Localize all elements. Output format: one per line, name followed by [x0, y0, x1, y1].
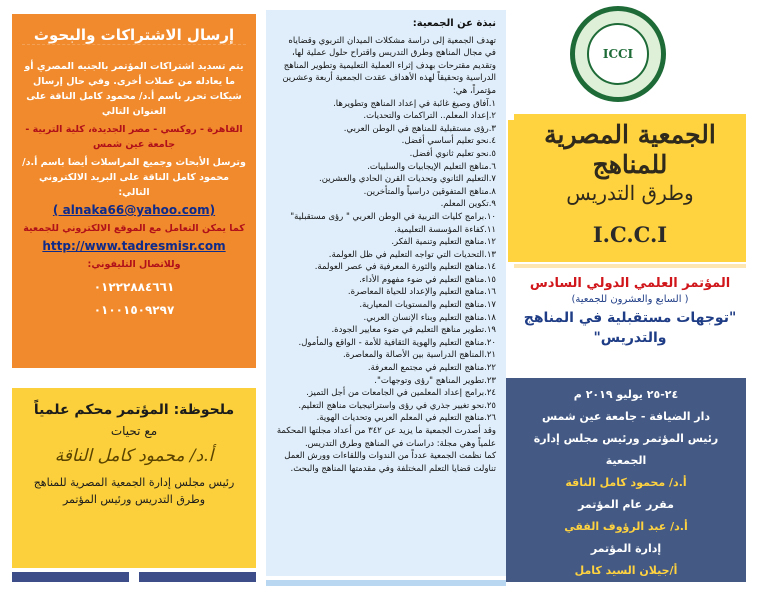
association-name-line1: الجمعية المصرية للمناهج — [544, 120, 716, 179]
phone-number-2: ٠١٠٠١٥٠٩٢٩٧ — [93, 303, 175, 317]
association-header — [514, 114, 746, 262]
email-link[interactable]: (alnaka66@yahoo.com ) — [52, 203, 216, 217]
association-logo — [570, 6, 666, 102]
left-decor-bar — [12, 572, 256, 582]
conference-list-item: ١٣.التحديات التي تواجه التعليم في ظل العولمة. — [328, 249, 496, 260]
conference-list-item: ٢١.المناهج الدراسية بين الأصالة والمعاصرة. — [342, 350, 496, 361]
conference-list-item: ١٠.برامج كليات التربية في الوطن العربي " رؤى مستقبلية" — [290, 211, 496, 222]
conference-list-item: ٢.إعداد المعلم.. التراكمات والتحديات. — [363, 111, 496, 122]
conference-list-item: ٣.رؤى مستقبلية للمناهج في الوطن العربي. — [343, 123, 496, 134]
details-panel — [506, 378, 746, 582]
about-intro: تهدف الجمعية إلى دراسة مشكلات الميدان التربوي وقضاياه في مجال المناهج وطرق التدريس واقتراح حلول عملية لها، وتقديم مقترحات بهدف إثراء العملية التعليمية وتطوير المناهج الدراسية وتحقيقاً لهذه الأهداف عقدت الجمعية أربعة وعشرين مؤتمراً، هي: — [282, 35, 496, 96]
about-outro-1: وقد أصدرت الجمعية ما يزيد عن ٣٤٢ من أعداد مجلتها المحكمة علمياً وهي مجلة: دراسات في المناهج وطرق التدريس. — [276, 426, 496, 449]
conference-list-item: ٢٢.مناهج التعليم في مجتمع المعرفة. — [367, 363, 496, 374]
about-panel — [266, 10, 506, 576]
conference-date: ٢٤-٢٥ يوليو ٢٠١٩ م — [573, 388, 679, 401]
conference-list-item: ١٥.مناهج التعليم في ضوء مفهوم الأداء. — [359, 274, 496, 285]
icci-label: I.C.C.I — [592, 222, 668, 247]
conference-list-item: ١.آفاق وصيغ غائبة في إعداد المناهج وتطويرها. — [333, 98, 496, 109]
payment-text: يتم تسديد اشتراكات المؤتمر بالجنيه المصري أو ما يعادله من عملات أخرى. وفي حال إرسال شيكات تحرر باسم أ.د/ محمود كامل الناقة على العنوان التالي — [24, 61, 244, 117]
conference-list — [276, 98, 496, 425]
conference-list-item: ١١.كفاءة المؤسسة التعليمية. — [394, 224, 496, 235]
conference-list-item: ٧.التعليم الثانوي وتحديات القرن الحادي والعشرين. — [319, 174, 496, 185]
association-name-line2: وطرق التدريس — [566, 181, 694, 205]
conference-list-item: ١٦.مناهج التعليم والإعداد للحياة المعاصرة. — [347, 287, 496, 298]
logo-emblem-icon — [587, 23, 649, 85]
logo-area — [514, 0, 768, 114]
signatory-role: رئيس مجلس إدارة الجمعية المصرية للمناهج وطرق التدريس ورئيس المؤتمر — [33, 476, 235, 506]
conference-name: المؤتمر العلمي الدولي السادس — [529, 276, 731, 291]
website-link[interactable]: http://www.tadresmisr.com — [42, 239, 226, 253]
conference-theme: "توجهات مستقبلية في المناهج والتدريس" — [523, 310, 737, 346]
conference-list-item: ٢٥.نحو تغيير جذري في رؤى واستراتيجيات مناهج التعليم. — [298, 400, 496, 411]
conference-list-item: ٢٤.برامج إعداد المعلمين في الجامعات من أجل التميز. — [306, 388, 496, 399]
conference-list-item: ٥.نحو تعليم ثانوي أفضل. — [409, 148, 496, 159]
conference-title-panel — [514, 264, 746, 378]
subscriptions-title: إرسال الاشتراكات والبحوث — [22, 26, 246, 45]
president-label: رئيس المؤتمر ورئيس مجلس إدارة الجمعية — [533, 432, 719, 467]
conference-list-item: ١٤.مناهج التعليم والثورة المعرفية في عصر العولمة. — [314, 262, 496, 273]
conference-list-item: ١٧.مناهج التعليم والمستويات المعيارية. — [359, 300, 496, 311]
conference-list-item: ٤.نحو تعليم أساسي أفضل. — [401, 136, 496, 147]
conference-venue: دار الضيافة - جامعة عين شمس — [541, 410, 711, 423]
admin-label: إدارة المؤتمر — [590, 542, 662, 555]
rapporteur-name: أ.د/ عبد الرؤوف الفقي — [564, 520, 688, 533]
middle-decor-bar — [266, 580, 506, 586]
logo-inner-text: ICCI — [602, 47, 634, 61]
website-label: كما يمكن التعامل مع الموقع الالكتروني للجمعية — [23, 223, 245, 234]
conference-sub: ( السابع والعشرون للجمعية) — [571, 294, 689, 305]
conference-list-item: ٢٣.تطوير المناهج "رؤى وتوجهات". — [374, 375, 496, 386]
president-name: أ.د/ محمود كامل الناقة — [565, 476, 687, 489]
about-title: نبذة عن الجمعية: — [412, 18, 496, 29]
about-outro-2: كما نظمت الجمعية عدداً من الندوات واللقاءات وورش العمل تناولت قضايا التعلم المختلفة وفي مقدمتها المناهج والبحث. — [284, 451, 496, 474]
conference-list-item: ٢٠.مناهج التعليم والهوية الثقافية للأمة - الواقع والمأمول. — [298, 337, 496, 348]
conference-list-item: ٩.تكوين المعلم. — [440, 199, 496, 210]
signature: أ.د/ محمود كامل الناقة — [54, 446, 214, 466]
subscriptions-panel — [12, 14, 256, 368]
phone-label: وللاتصال التليفوني: — [87, 259, 181, 270]
conference-list-item: ١٩.تطوير مناهج التعليم في ضوء معايير الجودة. — [331, 325, 496, 336]
rapporteur-label: مقرر عام المؤتمر — [578, 498, 674, 511]
conference-list-item: ٦.مناهج التعليم الإيجابيات والسلبيات. — [367, 161, 496, 172]
greeting: مع تحيات — [110, 424, 158, 438]
address-text: القاهرة - روكسي - مصر الجديدة، كلية التربية - جامعة عين شمس — [25, 124, 243, 150]
papers-text: وترسل الأبحاث وجميع المراسلات أيضا باسم أ.د/ محمود كامل الناقة على البريد الالكتروني التالي: — [22, 157, 246, 198]
conference-list-item: ١٢.مناهج التعليم وتنمية الفكر. — [391, 237, 496, 248]
phone-number-1: ٠١٢٢٢٨٨٤٦٦١ — [93, 280, 175, 294]
conference-list-item: ٨.مناهج المتفوقين دراسياً والمتأخرين. — [363, 186, 496, 197]
conference-list-item: ٢٦.مناهج التعليم في المعلم العربي وتحديات الهوية. — [316, 413, 496, 424]
admin-name: أ/جيلان السيد كامل — [574, 564, 678, 577]
note-panel — [12, 388, 256, 568]
peer-review-note: ملحوظة: المؤتمر محكم علمياً — [33, 402, 235, 418]
conference-list-item: ١٨.مناهج التعليم وبناء الإنسان العربي. — [363, 312, 496, 323]
